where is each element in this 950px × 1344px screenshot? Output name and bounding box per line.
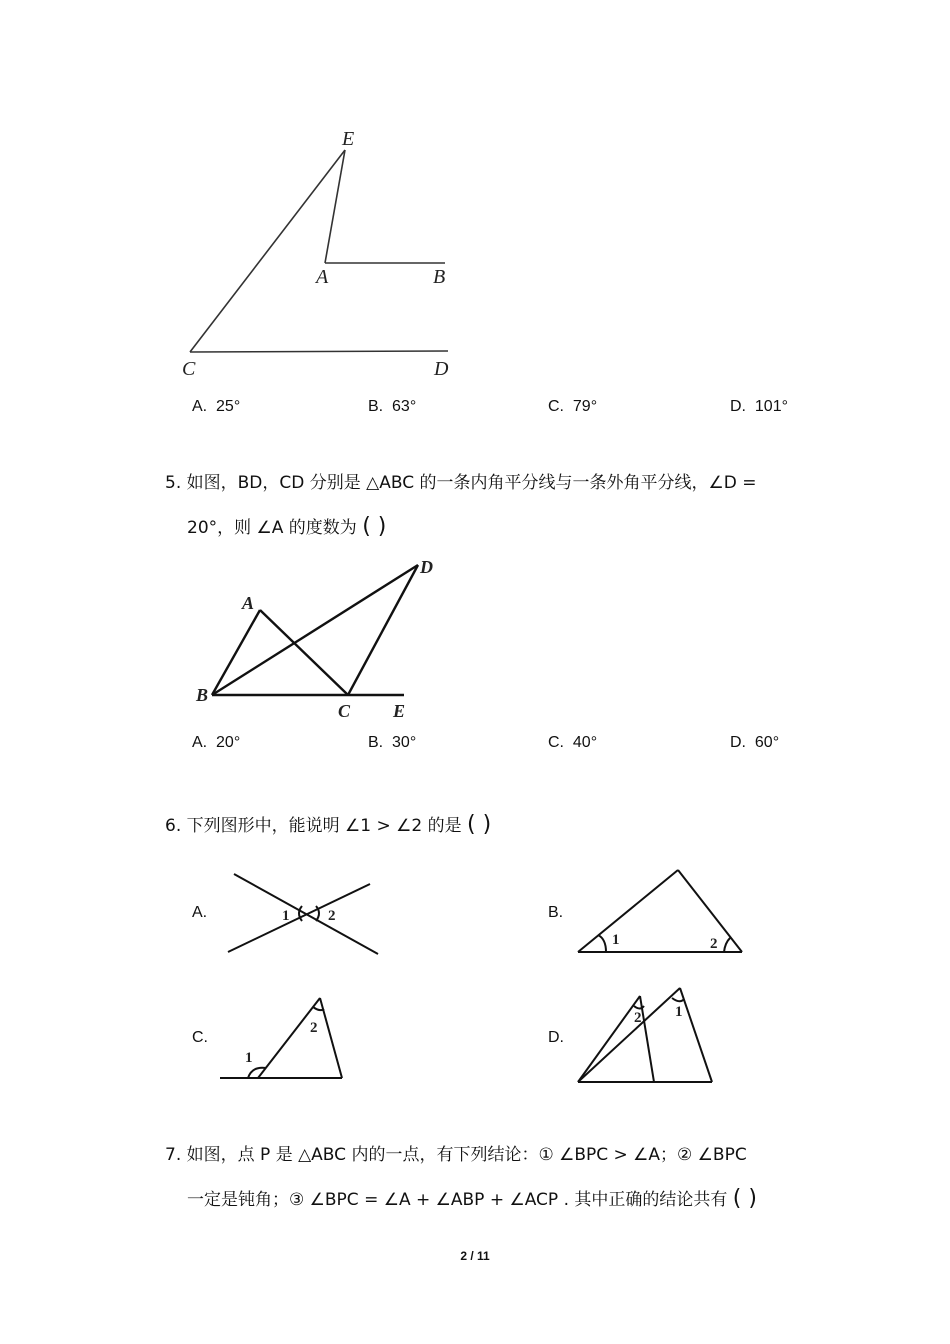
q6d-arc-2 <box>634 1006 644 1009</box>
q5-label-d: D <box>420 557 433 577</box>
q6-option-a-letter[interactable]: A. <box>192 904 208 921</box>
q6-option-d-letter[interactable]: D. <box>548 1029 564 1046</box>
q6b-arc-1 <box>598 935 606 952</box>
q6-stem: 下列图形中，能说明 ∠1 > ∠2 的是 <box>186 816 462 836</box>
q7-number: 7. <box>165 1145 182 1165</box>
q5-option-c[interactable]: C. 40° <box>548 734 598 751</box>
q6-option-c-letter[interactable]: C. <box>192 1029 208 1046</box>
q5-label-b: B <box>196 685 209 705</box>
q6a-label-2: 2 <box>328 908 336 924</box>
q6d-left-inner <box>640 996 654 1082</box>
q6c-side-left <box>258 998 320 1078</box>
q7-text-line2 <box>187 1177 827 1222</box>
q6b-arc-2 <box>724 938 730 952</box>
q6d-label-1: 1 <box>675 1004 683 1020</box>
q6d-arc-1 <box>672 998 684 1001</box>
q4-line-ce <box>190 150 345 352</box>
q4-label-e: E <box>342 128 355 150</box>
q4-label-d: D <box>434 358 449 380</box>
q5-label-e: E <box>393 701 406 721</box>
q4-option-c[interactable]: C. 79° <box>548 398 598 415</box>
q6b-label-1: 1 <box>612 932 620 948</box>
q6a-arc-2 <box>316 906 319 921</box>
q6a-label-1: 1 <box>282 908 290 924</box>
q6-figure-d[interactable] <box>572 982 718 1086</box>
q5-option-d[interactable]: D. 60° <box>730 734 780 751</box>
q6d-left-outer <box>578 996 640 1082</box>
q5-line1: 如图，BD，CD 分别是 △ABC 的一条内角平分线与一条外角平分线，∠D = <box>186 473 757 493</box>
q4-figure <box>170 115 470 385</box>
page-number: 2 / 11 <box>460 1249 490 1263</box>
q4-line-cd <box>190 351 448 352</box>
q5-option-b[interactable]: B. 30° <box>368 734 417 751</box>
q6c-label-1: 1 <box>245 1050 253 1066</box>
q6-text <box>165 803 815 848</box>
q6d-right-inner <box>578 988 680 1082</box>
q6c-arc-1 <box>248 1068 266 1078</box>
q6d-right-outer <box>680 988 712 1082</box>
q5-line-ac <box>260 610 348 695</box>
q4-label-c: C <box>182 358 196 380</box>
q5-label-a: A <box>242 593 255 613</box>
q4-option-a[interactable]: A. 25° <box>192 398 241 415</box>
q5-option-a[interactable]: A. 20° <box>192 734 241 751</box>
q4-option-b[interactable]: B. 63° <box>368 398 417 415</box>
q5-number: 5. <box>165 473 182 493</box>
q6-figure-c[interactable] <box>218 990 353 1082</box>
q5-line2: 20°，则 ∠A 的度数为 <box>187 518 357 538</box>
q6a-line-2 <box>228 884 370 952</box>
q5-text-line2 <box>187 505 787 550</box>
q6-figure-b[interactable] <box>572 864 752 958</box>
q6-option-b-letter[interactable]: B. <box>548 904 564 921</box>
q5-label-c: C <box>338 701 351 721</box>
q4-line-ea <box>325 150 345 263</box>
q5-line-ba <box>212 610 260 695</box>
q5-answer-bracket[interactable]: ( ) <box>362 514 387 539</box>
q6c-label-2: 2 <box>310 1020 318 1036</box>
q6d-label-2: 2 <box>634 1010 642 1026</box>
q7-text <box>165 1133 825 1177</box>
q6-figure-a[interactable] <box>222 868 382 960</box>
q5-text <box>165 461 815 505</box>
q6a-arc-1 <box>299 906 302 921</box>
q4-label-b: B <box>433 266 446 288</box>
q6b-side-left <box>578 870 678 952</box>
q4-option-d[interactable]: D. 101° <box>730 398 788 415</box>
q5-figure <box>190 555 450 725</box>
q7-line2: 一定是钝角；③ ∠BPC = ∠A + ∠ABP + ∠ACP . 其中正确的结论共有 <box>187 1190 728 1210</box>
q6b-label-2: 2 <box>710 936 718 952</box>
q6-answer-bracket[interactable]: ( ) <box>467 812 492 837</box>
q7-line1: 如图，点 P 是 △ABC 内的一点，有下列结论：① ∠BPC > ∠A；② ∠BPC <box>186 1145 747 1165</box>
q4-label-a: A <box>316 266 329 288</box>
q7-answer-bracket[interactable]: ( ) <box>732 1186 757 1211</box>
q6-number: 6. <box>165 816 182 836</box>
q5-line-cd <box>348 565 418 695</box>
q5-line-bd <box>212 565 418 695</box>
